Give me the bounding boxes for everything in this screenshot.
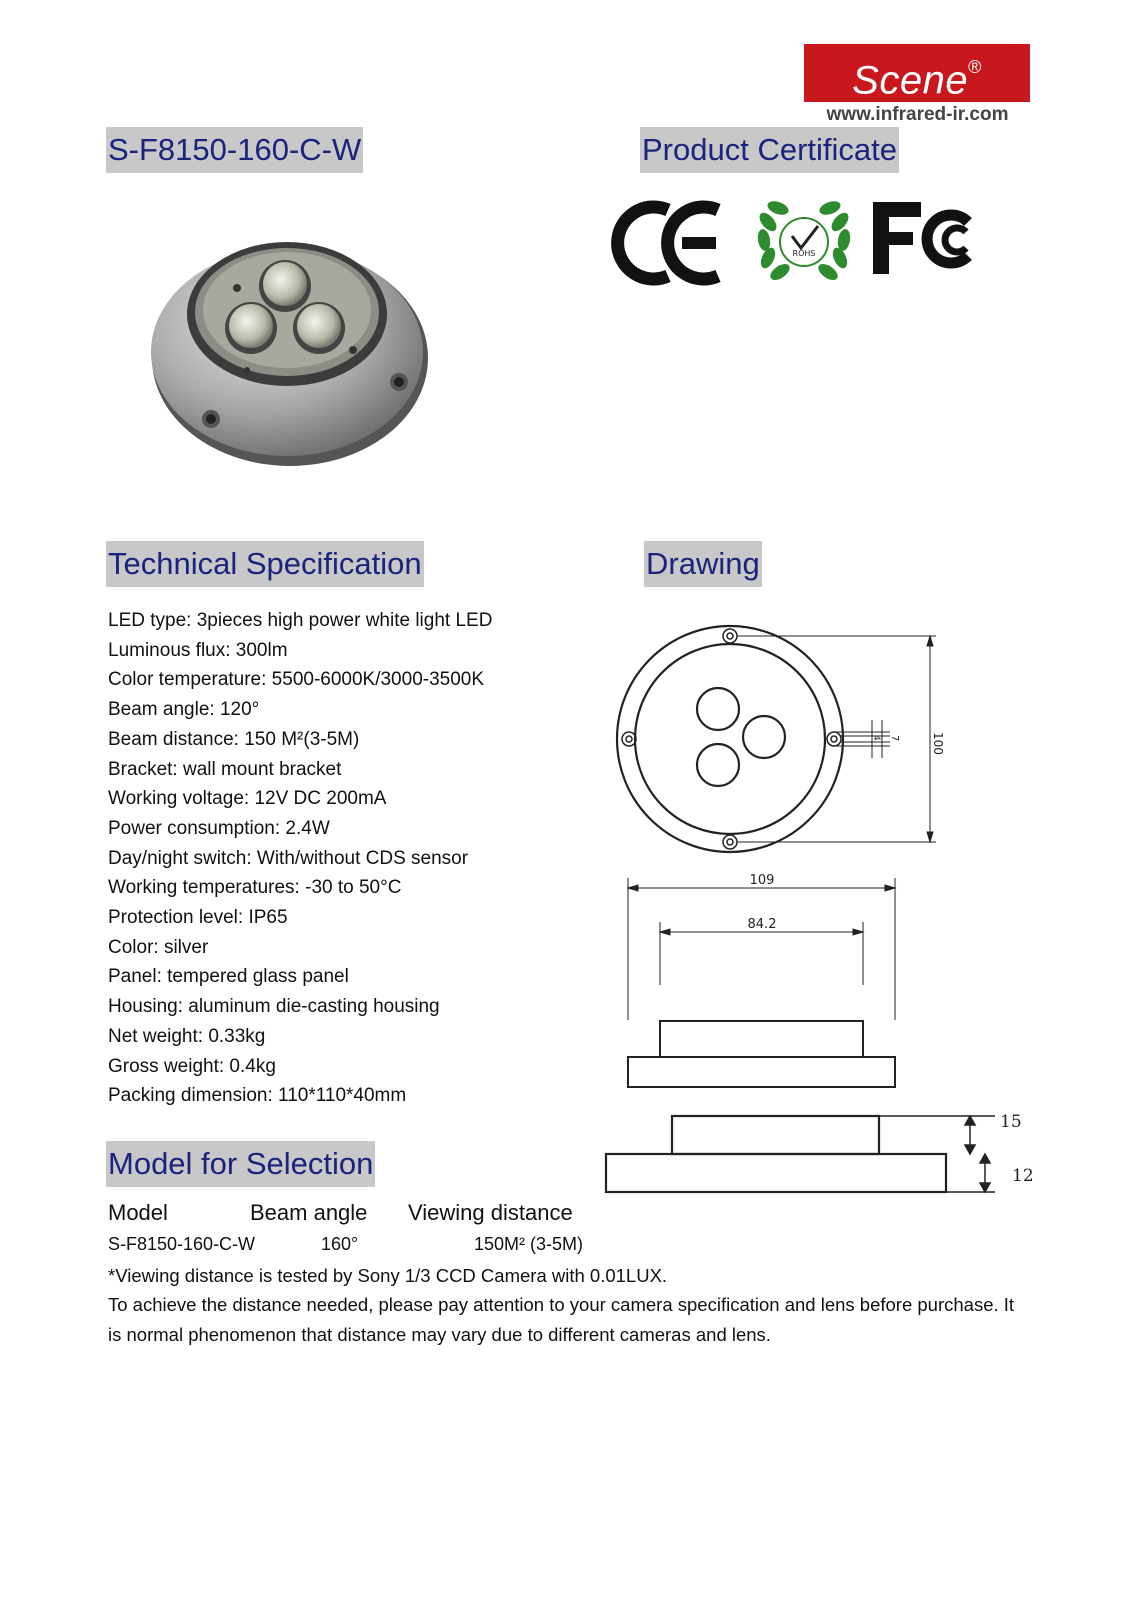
spec-item: Bracket: wall mount bracket [108, 758, 342, 780]
spec-item: Gross weight: 0.4kg [108, 1055, 276, 1077]
dim-width-inner-label: 84.2 [747, 917, 777, 932]
dim-small-label: 7 [889, 735, 900, 742]
spec-item: Color temperature: 5500-6000K/3000-3500K [108, 669, 485, 691]
spec-item: Luminous flux: 300lm [108, 639, 288, 661]
drawing-heading: Drawing [644, 541, 762, 587]
dim-small2-label: 4 [871, 735, 881, 741]
spec-item: Color: silver [108, 936, 209, 958]
rohs-icon [756, 199, 852, 284]
model-selection-heading: Model for Selection [106, 1141, 375, 1187]
spec-item: Net weight: 0.33kg [108, 1025, 266, 1047]
spec-item: Panel: tempered glass panel [108, 966, 349, 988]
spec-item: Housing: aluminum die-casting housing [108, 996, 440, 1018]
certificate-logos [610, 192, 1010, 292]
dim-width-outer-label: 109 [749, 873, 775, 888]
tech-spec-list [108, 606, 588, 1111]
column-beam-angle: Beam angle [250, 1200, 368, 1225]
beam-angle-value: 160° [321, 1234, 359, 1254]
column-model: Model [108, 1200, 168, 1225]
spec-item: Protection level: IP65 [108, 907, 288, 929]
front-view-drawing [610, 870, 910, 1100]
tech-spec-heading: Technical Specification [106, 541, 424, 587]
viewing-distance-note: *Viewing distance is tested by Sony 1/3 CCD Camera with 0.01LUX. [108, 1265, 668, 1286]
brand-logo [804, 44, 1030, 102]
model-value: S-F8150-160-C-W [108, 1234, 256, 1254]
fcc-mark-icon [873, 202, 968, 274]
website-url: www.infrared-ir.com [826, 104, 1009, 125]
viewing-distance-value: 150M² (3-5M) [474, 1234, 584, 1254]
dim-side-bottom-label: 12 [1012, 1166, 1034, 1186]
spec-item: Day/night switch: With/without CDS sensor [108, 847, 469, 869]
model-title: S-F8150-160-C-W [106, 127, 363, 173]
top-view-drawing [600, 620, 945, 860]
certificate-heading: Product Certificate [640, 127, 899, 173]
spec-item: LED type: 3pieces high power white light LED [108, 610, 493, 631]
rohs-label: ROHS [792, 249, 816, 258]
purchase-note: To achieve the distance needed, please pay attention to your camera specification and lens before purchase. It is normal phenomenon that distance may vary due to different cameras and lens. [108, 1294, 1015, 1345]
registered-mark: ® [968, 57, 982, 77]
spec-item: Packing dimension: 110*110*40mm [108, 1085, 407, 1107]
spec-item: Working temperatures: -30 to 50°C [108, 877, 402, 899]
dim-side-top-label: 15 [1000, 1112, 1022, 1132]
spec-item: Beam angle: 120° [108, 699, 260, 721]
spec-item: Working voltage: 12V DC 200mA [108, 788, 387, 810]
spec-item: Beam distance: 150 M²(3-5M) [108, 728, 360, 750]
ce-mark-icon [618, 207, 718, 279]
product-photo [145, 226, 435, 476]
logo-text: Scene [852, 58, 969, 103]
dim-height-label: 100 [931, 732, 945, 755]
side-view-drawing [600, 1108, 1040, 1208]
spec-item: Power consumption: 2.4W [108, 817, 330, 839]
column-viewing-distance: Viewing distance [408, 1200, 573, 1225]
